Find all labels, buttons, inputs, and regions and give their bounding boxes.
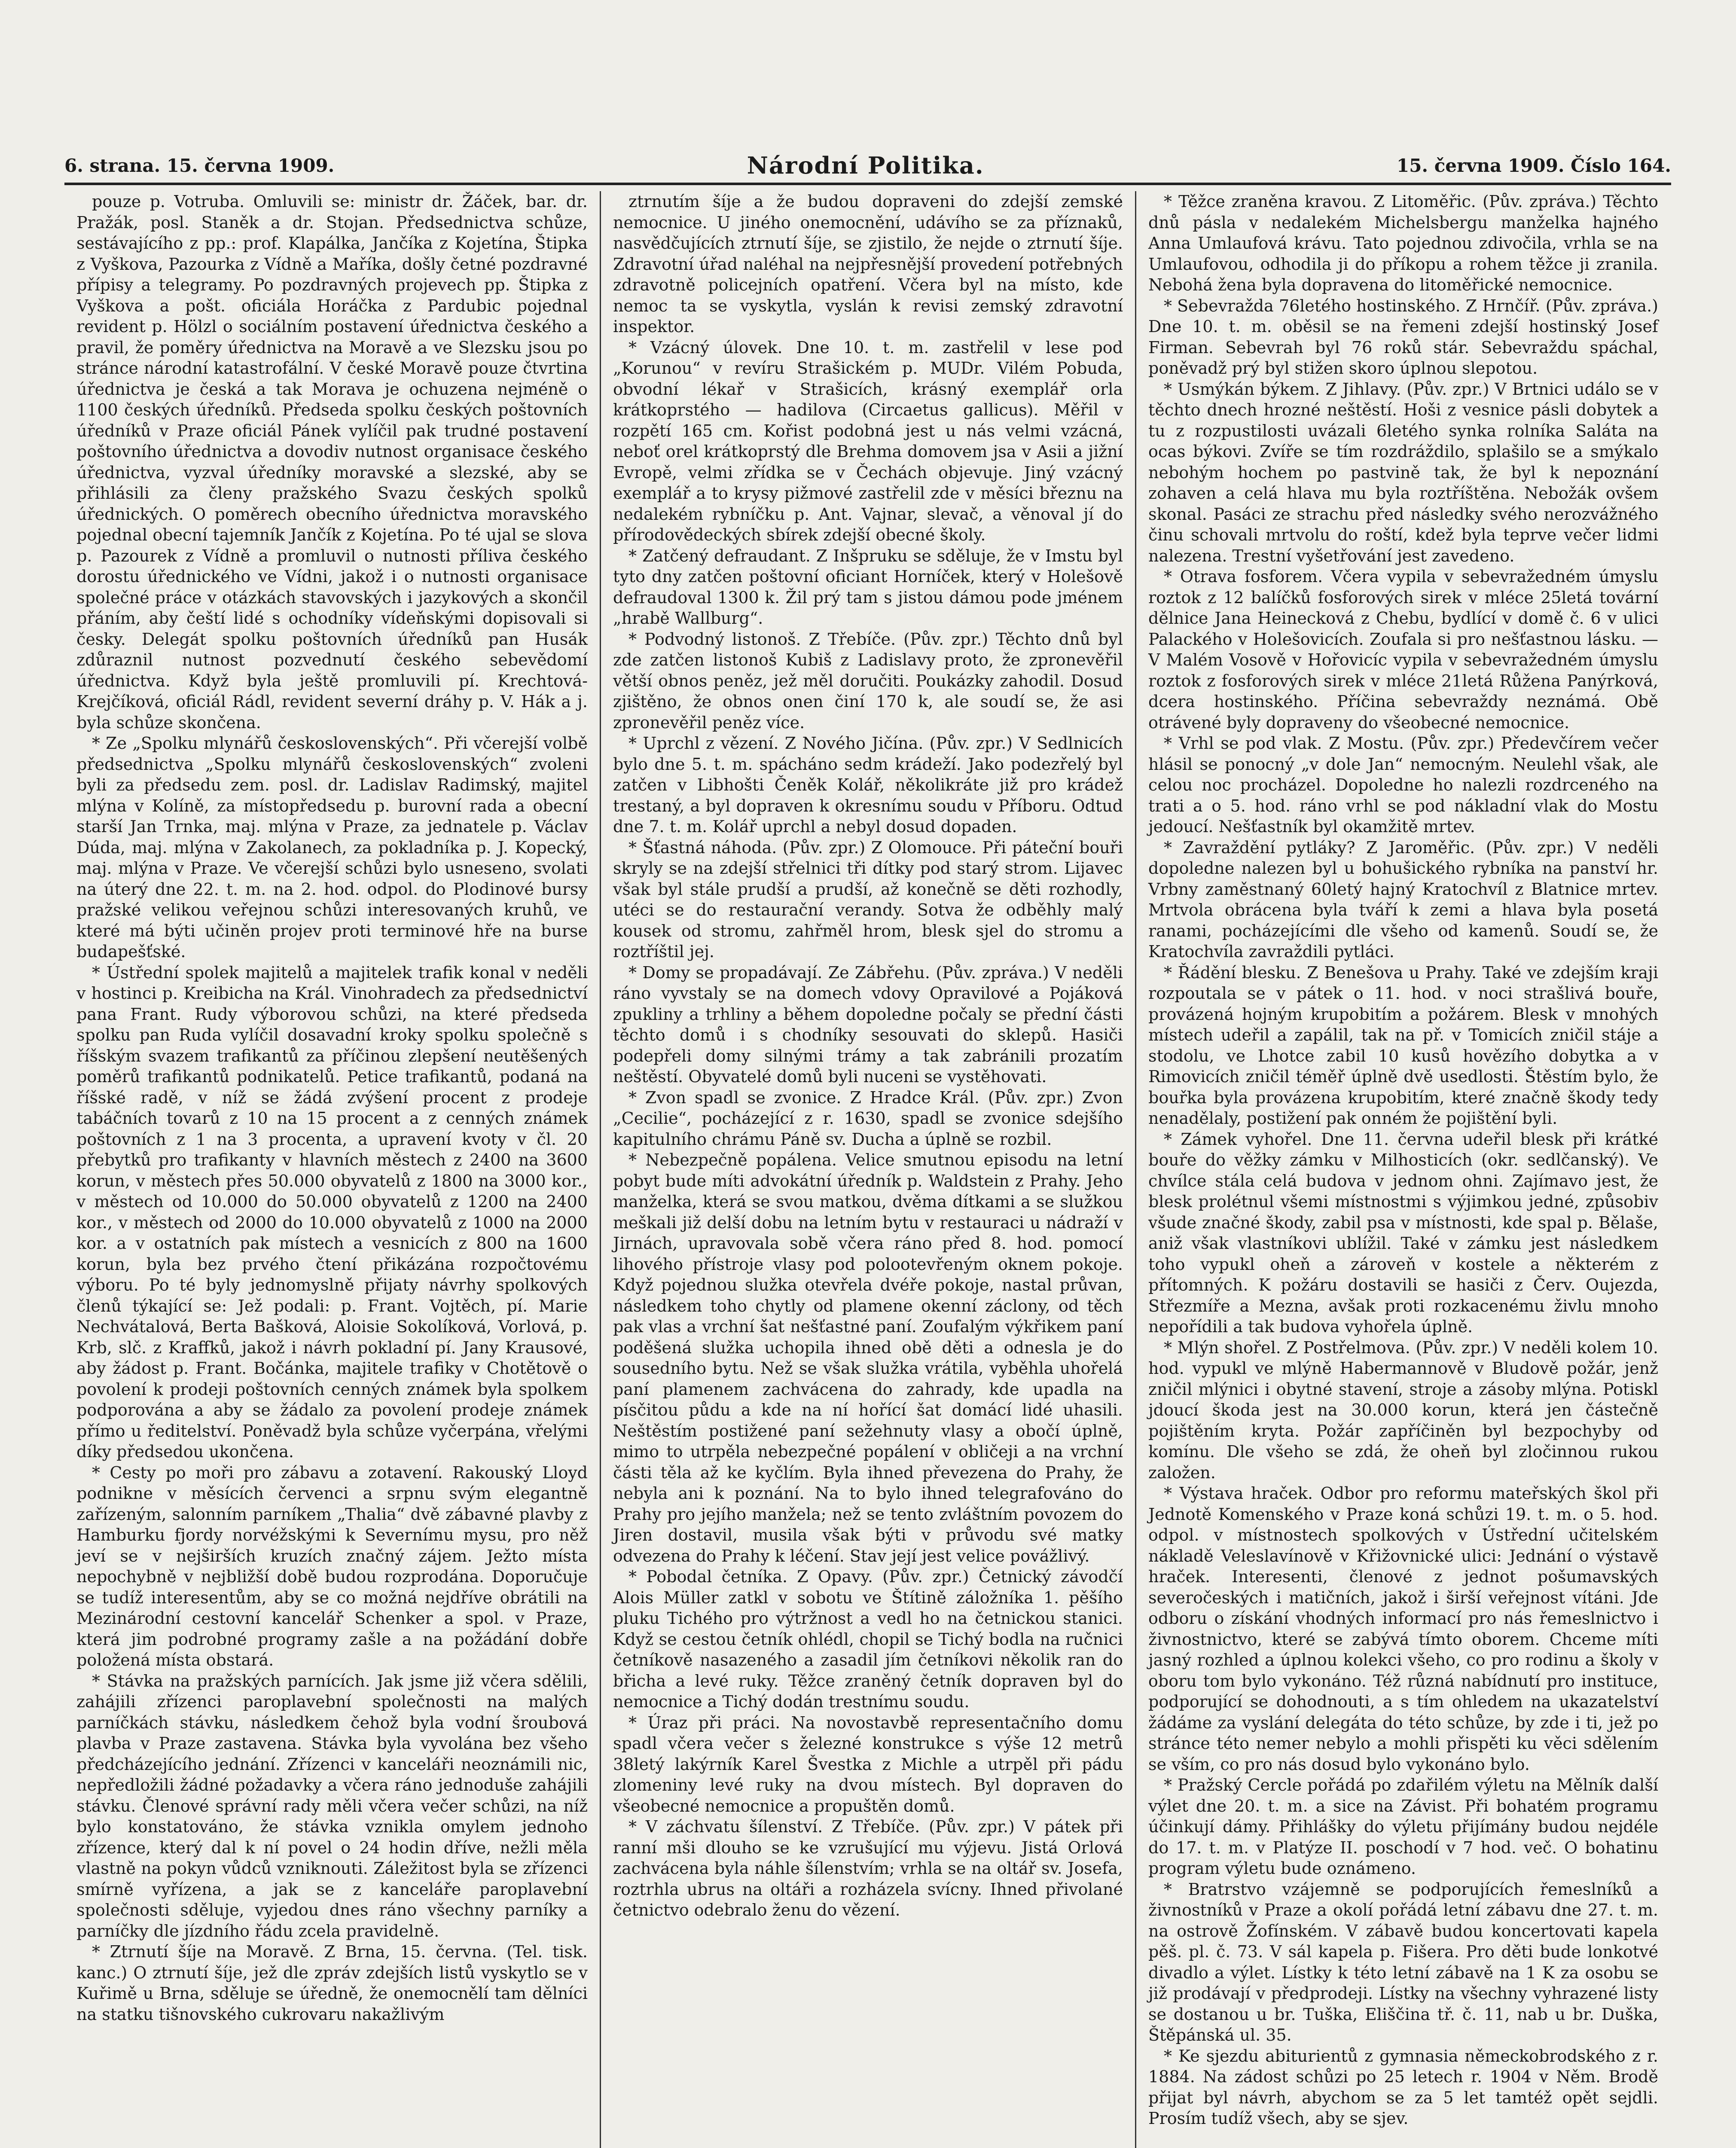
article-paragraph: ztrnutím šíje a že budou dopraveni do zdejší zemské nemocnice. U jiného onemocnění, udávího se za příznaků, nasvědčujících ztrnutí šíje, se zjistilo, že nejde o ztrnutí šíje. Zdravotní úřad naléhal na nejpřesnější provedení potřebných zdravotně policejních opatření. Včera byl na místo, kde nemoc ta se vyskytla, vyslán k revisi zemský zdravotní inspektor. xyxy=(613,192,1123,336)
article-paragraph: * Řádění blesku. Z Benešova u Prahy. Také ve zdejším kraji rozpoutala se v pátek o 11. hod. v noci strašlivá bouře, provázená hojným krupobitím a požárem. Blesk v mnohých místech udeřil a zapálil, tak na př. v Tomicích zničil stáje a stodolu, ve Lhotce zabil 10 kusů hovězího dobytka a v Rimovicích zničil téměř úplně dvě usedlosti. Štěstím bylo, že bouřka byla provázena krupobitím, které značně škody tedy nenadělaly, postižení pak onném že pojištění byli. xyxy=(1148,963,1658,1128)
article-paragraph: * Pobodal četníka. Z Opavy. (Pův. zpr.) Četnický závodčí Alois Müller zatkl v sobotu ve Štítině záložníka 1. pěšího pluku Tichého pro výtržnost a vedl ho na četnickou stanici. Když se cestou četník ohlédl, chopil se Tichý bodla na ručnici četníkově nasazeného a zasadil jím četníkovi několik ran do břicha a levé ruky. Těžce zraněný četník dopraven byl do nemocnice a Tichý dodán trestnímu soudu. xyxy=(613,1567,1123,1711)
article-paragraph: * Cesty po moři pro zábavu a zotavení. Rakouský Lloyd podnikne v měsících červenci a srpnu svým elegantně zařízeným, salonním parníkem „Thalia“ dvě zábavné plavby z Hamburku fjordy norvéžskými k Severnímu mysu, pro něž jeví se v nejširších kruzích značný zájem. Ježto místa nepochybně v nejbližší době budou rozprodána. Doporučuje se tudíž interesentům, aby se co možná nejdříve obrátili na Mezinárodní cestovní kancelář Schenker a spol. v Praze, která jim podrobné programy zašle a na požádání dobře položená místa obstará. xyxy=(76,1463,588,1669)
article-paragraph: * Otrava fosforem. Včera vypila v sebevražedném úmyslu roztok z 12 balíčků fosforových sirek v mléce 25letá tovární dělnice Jana Heinecková z Chebu, bydlící v domě č. 6 v ulici Palackého v Holešovicích. Zoufala si pro nešťastnou lásku. — V Malém Vosově v Hořovicíc vypila v sebevražedném úmyslu roztok z fosforových sirek v mléce 21letá Růžena Panýrková, dcera hostinského. Příčina sebevraždy neznámá. Obě otrávené byly dopraveny do všeobecné nemocnice. xyxy=(1148,567,1658,732)
article-paragraph: * Mlýn shořel. Z Postřelmova. (Pův. zpr.) V neděli kolem 10. hod. vypukl ve mlýně Habermannově v Bludově požár, jenž zničil mlýnici i obytné stavení, stroje a zásoby mlýna. Potiskl jdoucí škoda jest na 30.000 korun, která jen částečně pojištěním kryta. Požár zapříčiněn byl bezpochyby od komínu. Dle všeho se zdá, že oheň byl zločinnou rukou založen. xyxy=(1148,1338,1658,1482)
article-paragraph: * Zatčený defraudant. Z Inšpruku se sděluje, že v Imstu byl tyto dny zatčen poštovní oficiant Horníček, který v Holešově defraudoval 1300 k. Žil prý tam s jistou dámou pode jménem „hrabě Wallburg“. xyxy=(613,546,1123,628)
article-paragraph: * Uprchl z vězení. Z Nového Jičína. (Pův. zpr.) V Sedlnicích bylo dne 5. t. m. spácháno sedm krádeží. Jako podezřelý byl zatčen v Libhošti Čeněk Kolář, několikráte již pro krádež trestaný, a byl dopraven k okresnímu soudu v Příboru. Odtud dne 7. t. m. Kolář uprchl a nebyl dosud dopaden. xyxy=(613,734,1123,836)
article-paragraph: * Sebevražda 76letého hostinského. Z Hrnčíř. (Pův. zpráva.) Dne 10. t. m. oběsil se na řemeni zdejší hostinský Josef Firman. Sebevrah byl 76 roků stár. Sebevraždu spáchal, poněvadž prý byl stižen skoro úplnou slepotou. xyxy=(1148,296,1658,378)
header-right-issue: 15. června 1909. Číslo 164. xyxy=(1397,155,1671,176)
article-paragraph: * Domy se propadávají. Ze Zábřehu. (Pův. zpráva.) V neděli ráno vyvstaly se na domech vdovy Opravilové a Pojáková zpukliny a trhliny a během dopoledne počaly se přední části těchto domů i s chodníky sesouvati do sklepů. Hasiči podepřeli domy silnými trámy a tak zabránili prozatím neštěstí. Obyvatelé domů byli nuceni se vystěhovati. xyxy=(613,963,1123,1086)
header-left-date: 6. strana. 15. června 1909. xyxy=(64,155,335,176)
article-paragraph: * Zavraždění pytláky? Z Jaroměřic. (Pův. zpr.) V neděli dopoledne nalezen byl u bohušického rybníka na panství hr. Vrbny zaměstnaný 60letý hajný Kratochvíl z Blatnice mrtev. Mrtvola obrácena byla tváří k zemi a hlava byla posetá ranami, pocházejícími dle všeho od kamenů. Soudí se, že Kratochvíla zavraždili pytláci. xyxy=(1148,838,1658,961)
article-paragraph: pouze p. Votruba. Omluvili se: ministr dr. Žáček, bar. dr. Pražák, posl. Staněk a dr. Stojan. Předsednictva schůze, sestávajícího z pp.: prof. Klapálka, Jančíka z Kojetína, Štipka z Vyškova, Pazourka z Vídně a Maříka, došly četné pozdravné přípisy a telegramy. Po pozdravných projevech pp. Štipka z Vyškova a pošt. oficiála Horáčka z Pardubic pojednal revident p. Hölzl o sociálním postavení úřednictva českého a pravil, že poměry úřednictva na Moravě a ve Slezsku jsou po stránce národní katastrofální. V české Moravě pouze čtvrtina úřednictva je česká a tak Morava je ochuzena nejméně o 1100 českých úředníků. Předseda spolku českých poštovních úředníků v Praze oficiál Pánek vylíčil pak trudné postavení poštovního úřednictva a dovodiv nutnost organisace českého úřednictva, vyzval úředníky moravské a slezské, aby se přihlásili za členy pražského Svazu českých spolků úřednických. O poměrech obecního úřednictva moravského pojednal obecní tajemník Jančík z Kojetína. Po té ujal se slova p. Pazourek z Vídně a promluvil o nutnosti příliva českého dorostu úřednického ve Vídni, jakož i o nutnosti organisace společné práce v otázkách stavovských i jazykových a skončil přáním, aby čeští lidé s ochodníky vídeňskými dopisovali si česky. Delegát spolku poštovních úředníků pan Husák zdůraznil nutnost pozvednutí českého sebevědomí úřednictva. Když byla ještě promluvili pí. Krechtová-Krejčíková, oficiál Rádl, revident severní dráhy p. V. Hák a j. byla schůze skončena. xyxy=(76,192,588,732)
article-paragraph: * Těžce zraněna kravou. Z Litoměřic. (Pův. zpráva.) Těchto dnů pásla v nedalekém Michelsbergu manželka hajného Anna Umlaufová krávu. Tato pojednou zdivočila, vrhla se na Umlaufovou, odhodila ji do příkopu a rohem těžce ji zranila. Nebohá žena byla dopravena do litoměřické nemocnice. xyxy=(1148,192,1658,294)
article-paragraph: * Ústřední spolek majitelů a majitelek trafik konal v neděli v hostinci p. Kreibicha na Král. Vinohradech za předsednictví pana Frant. Rudy výborovou schůzi, na které předseda spolku pan Ruda vylíčil dosavadní kroky spolku společně s říšským svazem trafikantů za příčinou zlepšení neutěšených poměrů trafikantů podnikatelů. Petice trafikantů, podaná na říšské radě, v níž se žádá zvýšení procent z prodeje tabáčních tovarů z 10 na 15 procent a z cenných známek poštovních z 1 na 3 procenta, a upravení kvoty v čl. 20 přebytků pro trafikanty v hlavních městech z 2400 na 3600 korun, v městech přes 50.000 obyvatelů z 1800 na 3000 kor., v městech od 10.000 do 50.000 obyvatelů z 1200 na 2400 kor., v městech od 2000 do 10.000 obyvatelů z 1000 na 2000 kor. a v ostatních pak místech a vesnicích z 800 na 1600 korun, byla bez prvého čtení přikázána rozpočtovému výboru. Po té byly jednomyslně přijaty návrhy spolkových členů týkající se: Jež podali: p. Frant. Vojtěch, pí. Marie Nechvátalová, Berta Bašková, Aloisie Sokolíková, Vorlová, p. Krb, slč. z Kraffků, jakož i návrh pokladní pí. Jany Krausové, aby žádost p. Frant. Bočánka, majitele trafiky v Chotětově o povolení k prodeji poštovních cenných známek byla spolkem podporována a aby se žádalo za povolení prodeje známek přímo u ředitelství. Poněvadž byla schůze vyčerpána, vřelými díky předsedou ukončena. xyxy=(76,963,588,1461)
article-paragraph: * Podvodný listonoš. Z Třebíče. (Pův. zpr.) Těchto dnů byl zde zatčen listonoš Kubiš z Ladislavy proto, že zpronevěřil větší obnos peněz, jež měl doručiti. Poukázky zahodil. Dosud zjištěno, že obnos onen činí 170 k, ale soudí se, že asi zpronevěřil peněz více. xyxy=(613,629,1123,732)
article-paragraph: * Nebezpečně popálena. Velice smutnou episodu na letní pobyt bude míti advokátní úředník p. Waldstein z Prahy. Jeho manželka, která se svou matkou, dvěma dítkami a se služkou meškali již delší dobu na letním bytu v restauraci u nádraží v Jirnách, upravovala sobě včera ráno před 8. hod. pomocí lihového přístroje vlasy pod polootevřeným oknem pokoje. Když pojednou služka otevřela dvéře pokoje, nastal průvan, následkem toho chytly od plamene okenní záclony, od těch pak vlas a vrchní šat nešťastné paní. Zoufalým výkřikem paní poděšená služka uchopila ihned obě děti a odnesla je do sousedního bytu. Než se však služka vrátila, vyběhla uhořelá paní plamenem zachvácena do zahrady, kde upadla na písčitou půdu a kde na ní hořící šat domácí lidé uhasili. Neštěstím postižené paní sežehnuty vlasy a obočí úplně, mimo to utrpěla nebezpečné popálení v obličeji a na vrchní části těla až ke kyčlím. Byla ihned převezena do Prahy, že nebyla ani k poznání. Na to bylo ihned telegrafováno do Prahy pro jejího manžela; než se tento zvláštním povozem do Jiren dostavil, musila však býti v průvodu své matky odvezena do Prahy k léčení. Stav její jest velice povážlivý. xyxy=(613,1150,1123,1565)
article-paragraph: * Usmýkán býkem. Z Jihlavy. (Pův. zpr.) V Brtnici událo se v těchto dnech hrozné neštěstí. Hoši z vesnice pásli dobytek a tu z rozpustilosti uvázali 6letého synka rolníka Saláta na ocas býkovi. Zvíře se tím rozdráždilo, splašilo se a smýkalo nebohým hochem po pastvině tak, že byl k nepoznání zohaven a celá hlava mu byla roztříštěna. Nebožák ovšem skonal. Pasáci ze strachu před následky svého nerozvážného činu schovali mrtvolu do roští, kdež byla teprve večer lidmi nalezena. Trestní vyšetřování jest zavedeno. xyxy=(1148,379,1658,565)
article-paragraph: * Zvon spadl se zvonice. Z Hradce Král. (Pův. zpr.) Zvon „Cecilie“, pocházející z r. 1630, spadl se zvonice sdejšího kapitulního chrámu Páně sv. Ducha a úplně se rozbil. xyxy=(613,1088,1123,1149)
article-columns xyxy=(64,191,1671,2148)
article-paragraph: * Zámek vyhořel. Dne 11. června udeřil blesk při krátké bouře do věžky zámku v Milhosticích (okr. sedlčanský). Ve chvílce stála celá budova v jednom ohni. Zajímavo jest, že blesk prolétnul všemi místnostmi s výjimkou jedné, způsobiv všude značné škody, zabil psa v místnosti, kde spal p. Bělaše, aniž však vlastníkovi ublížil. Také v zámku jest následkem toho vypukl oheň a zároveň v kostele a některém z přítomných. K požáru dostavili se hasiči z Červ. Oujezda, Střezmíře a Mezna, avšak proti rozkacenému živlu mnoho nepořídili a tak budova vyhořela úplně. xyxy=(1148,1129,1658,1336)
article-paragraph: * Ke sjezdu abiturientů z gymnasia německobrodského z r. 1884. Na zádost schůzi po 25 letech r. 1904 v Něm. Brodě přijat byl návrh, abychom se za 5 let tamtéž opět sejdli. Prosím tudíž všech, aby se sjev. xyxy=(1148,2046,1658,2128)
article-paragraph: * Pražský Cercle pořádá po zdařilém výletu na Mělník další výlet dne 20. t. m. a sice na Závist. Při bohatém programu účinkují dámy. Přihlášky do výletu přijímány budou nejdéle do 17. t. m. v Platýze II. poschodí v 7 hod. več. O bohatinu program výletu bude oznámeno. xyxy=(1148,1776,1658,1878)
column-1 xyxy=(64,191,600,2148)
article-paragraph: * Ze „Spolku mlynářů československých“. Při včerejší volbě předsednictva „Spolku mlynářů československých“ zvoleni byli za předsedu zem. posl. dr. Ladislav Radimský, majitel mlýna v Kolíně, za místopředsedu p. burovní rada a obecní starší Jan Trnka, maj. mlýna v Praze, za jednatele p. Václav Dúda, maj. mlýna v Zakolanech, za pokladníka p. J. Kopecký, maj. mlýna v Praze. Ve včerejší schůzi bylo usneseno, svolati na úterý dne 22. t. m. na 2. hod. odpol. do Plodinové bursy pražské velikou veřejnou schůzi interesovaných kruhů, ve které má býti učiněn projev proti terminové hře na burse budapešťské. xyxy=(76,734,588,961)
article-paragraph: * Výstava hraček. Odbor pro reformu mateřských škol při Jednotě Komenského v Praze koná schůzi 19. t. m. o 5. hod. odpol. v místnostech spolkových v Ústřední učitelském nákladě Veleslavínově v Křižovnické ulici: Jednání o výstavě hraček. Interesenti, členové z jednot pošumavských severočeských i matičních, jakož i širší veřejnost vítáni. Jde odboru o získání vhodných informací pro nás řemeslnictvo i živnostnictvo, které se zabývá tímto oborem. Chceme míti jasný rozhled a úplnou kolekci všeho, co pro rodinu a školy v oboru tom bylo vykonáno. Též různá nabídnutí pro instituce, podporující se dohodnouti, a s tím ohledem na ukazatelství žádáme za vyslání delegáta do této schůze, by zde i ti, jež po stránce této nemer nebylo a mohli přispěti ku věci sdělením se vším, co pro nás dosud bylo vykonáno bylo. xyxy=(1148,1484,1658,1774)
article-paragraph: * Stávka na pražských parnících. Jak jsme již včera sdělili, zahájili zřízenci paroplavební společnosti na malých parníčkách stávku, následkem čehož byla vodní šroubová plavba v Praze zastavena. Stávka byla vyvolána bez všeho předcházejícího jednání. Zřízenci v kanceláři neoznámili nic, nepředložili žádné požadavky a včera ráno jednoduše zahájili stávku. Členové správní rady měli včera večer schůzi, na níž bylo konstatováno, že stávka vznikla omylem jednoho zřízence, který dal k ní povel o 24 hodin dříve, nežli měla vlastně na pokyn vůdců vzniknouti. Záležitost byla se zřízenci smírně vyřízena, a jak se z kanceláře paroplavební společnosti sděluje, vyjedou dnes ráno všechny parníky a parníčky dle jízdního řádu zcela pravidelně. xyxy=(76,1671,588,1941)
article-paragraph: * Šťastná náhoda. (Pův. zpr.) Z Olomouce. Při páteční bouři skryly se na zdejší střelnici tři dítky pod starý strom. Lijavec však byl stále prudší a prudší, až konečně se děti rozhodly, utéci se do restaurační verandy. Sotva že odběhly malý kousek od stromu, zahřměl hrom, blesk sjel do stromu a roztříštil jej. xyxy=(613,838,1123,961)
column-3 xyxy=(1135,191,1670,2148)
article-paragraph: * Bratrstvo vzájemně se podporujících řemeslníků a živnostníků v Praze a okolí pořádá letní zábavu dne 27. t. m. na ostrově Žofínském. V zábavě budou koncertovati kapela pěš. pl. č. 73. V sál kapela p. Fišera. Pro děti bude lonkotvé divadlo a výlet. Lístky k této letní zábavě na 1 K za osobu se již prodávají v předprodeji. Lístky na všechny vyhrazené listy se dostanou u br. Tuška, Eliščina tř. č. 11, nab u br. Duška, Štěpánská ul. 35. xyxy=(1148,1880,1658,2044)
article-paragraph: * Vrhl se pod vlak. Z Mostu. (Pův. zpr.) Předevčírem večer hlásil se ponocný „v dole Jan“ nemocným. Neulehl však, ale celou noc procházel. Dopoledne ho nalezli rozdrceného na trati a o 5. hod. ráno vrhl se pod nákladní vlak do Mostu jedoucí. Nešťastník byl okamžitě mrtev. xyxy=(1148,734,1658,836)
article-paragraph: * V záchvatu šílenství. Z Třebíče. (Pův. zpr.) V pátek při ranní mši dlouho se ke vzrušující mu výjevu. Jistá Orlová zachvácena byla náhle šílenstvím; vrhla se na oltář sv. Josefa, roztrhla ubrus na oltáři a rozházela svícny. Ihned přivolané četnictvo odebralo ženu do vězení. xyxy=(613,1817,1123,1919)
column-2 xyxy=(600,191,1135,2148)
article-paragraph: * Ztrnutí šíje na Moravě. Z Brna, 15. června. (Tel. tisk. kanc.) O ztrnutí šíje, jež dle zpráv zdejších listů vyskytlo se v Kuřimě u Brna, sděluje se úředně, že onemocnělí tam dělníci na statku tišnovského cukrovaru nakažlivým xyxy=(76,1942,588,2024)
page-header xyxy=(64,148,1671,183)
header-rule xyxy=(64,183,1671,185)
newspaper-title: Národní Politika. xyxy=(747,152,984,179)
article-paragraph: * Úraz při práci. Na novostavbě representačního domu spadl včera večer s železné konstrukce s výše 12 metrů 38letý lakýrník Karel Švestka z Michle a utrpěl při pádu zlomeniny levé ruky na dvou místech. Byl dopraven do všeobecné nemocnice a propuštěn domů. xyxy=(613,1713,1123,1815)
article-paragraph: * Vzácný úlovek. Dne 10. t. m. zastřelil v lese pod „Korunou“ v revíru Strašickém p. MUDr. Vilém Pobuda, obvodní lékař v Strašicích, krásný exemplář orla krátkoprstého — hadilova (Circaetus gallicus). Měřil v rozpětí 165 cm. Kořist podobná jest u nás velmi vzácná, neboť orel krátkoprstý dle Brehma domovem jsa v Asii a jižní Evropě, velmi zřídka se v Čechách objevuje. Jiný vzácný exemplář a to krysy pižmové zastřelil zde v měsíci březnu na nedalekém rybníčku p. Ant. Vajnar, slevač, a věnoval jí do přírodovědeckých sbírek zdejší obecné školy. xyxy=(613,338,1123,544)
